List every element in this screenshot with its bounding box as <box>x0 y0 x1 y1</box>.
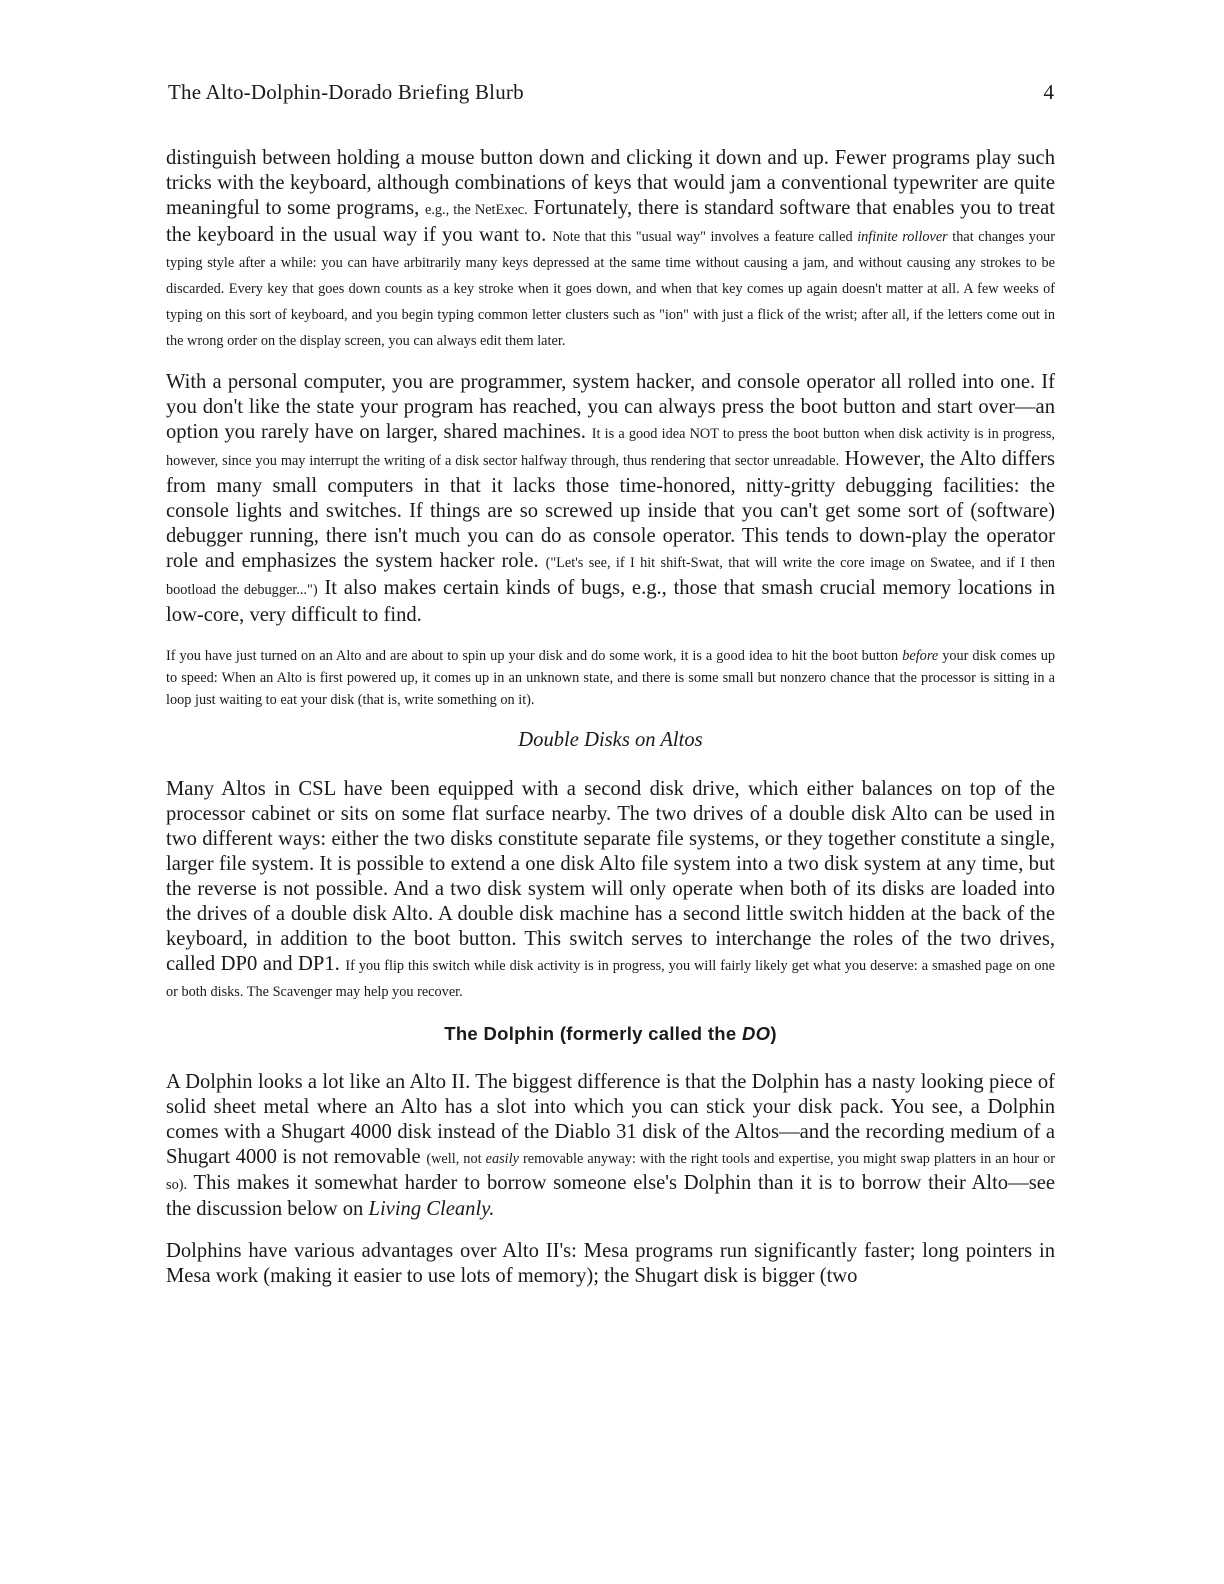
text-run-small: that changes your typing style after a while: you can have arbitrarily many keys depressed at the same time without causing a jam, and without causing any strokes to be discarded. Every key that goes down counts as a key stroke when it goes down, and when that key comes up again doesn't matter at all. A few weeks of typing on this sort of keyboard, and you begin typing common letter clusters such as "ion" with just a flick of the wrist; after all, if the letters come out in the wrong order on the display screen, you can always edit them later. <box>166 229 1056 349</box>
text-run: Fortunately, there is standard software that enables you to treat the keyboard in the usual way if you want to. <box>166 197 1055 246</box>
text-run: With a personal computer, you are programmer, system hacker, and console operator all rolled into one. If you don't like the state your program has reached, you can always press the boot button and start over—an option you rarely have on larger, shared machines. <box>166 371 1055 443</box>
page-header <box>168 80 1054 110</box>
text-run: It also makes certain kinds of bugs, e.g., those that smash crucial memory locations in low-core, very difficult to find. <box>166 577 1056 626</box>
paragraph-personal-computer <box>166 370 1055 628</box>
text-run-small: removable anyway: with the right tools and expertise, you might swap platters in an hour or so). <box>166 1151 1055 1193</box>
paragraph-power-up-note <box>166 645 1055 711</box>
text-run-small: your disk comes up to speed: When an Alto is first powered up, it comes up in an unknown state, and there is some small but nonzero chance that the processor is sitting in a loop just waiting to eat your disk (that is, write something on it). <box>166 648 1056 708</box>
text-run-small: (well, not <box>426 1151 482 1167</box>
emphasis-living-cleanly: Living Cleanly. <box>368 1198 495 1220</box>
text-run-small: If you have just turned on an Alto and are about to spin up your disk and do some work, it is a good idea to hit the boot button <box>166 648 899 664</box>
emphasis-infinite-rollover: infinite rollover <box>857 229 948 245</box>
page-content <box>166 146 1055 1289</box>
emphasis-before: before <box>902 648 939 664</box>
text-run: However, the Alto differs from many small computers in that it lacks those time-honored, nitty-gritty debugging facilities: the console lights and switches. If things are so screwed up inside that you can't get some sort of (software) debugger running, there isn't much you can do as console operator. This tends to down-play the operator role and emphasizes the system hacker role. <box>166 448 1055 572</box>
aside-shift-swat: ("Let's see, if I hit shift-Swat, that will write the core image on Swatee, and if I then bootload the debugger...") <box>166 555 1055 598</box>
text-run: A Dolphin looks a lot like an Alto II. The biggest difference is that the Dolphin has a nasty looking piece of solid sheet metal where an Alto has a slot into which you can stick your disk pack. You see, a Dolphin comes with a Shugart 4000 disk instead of the Diablo 31 disk of the Altos—and the recording medium of a Shugart 4000 is not removable <box>166 1071 1055 1168</box>
paragraph-dolphin-advantages <box>166 1239 1055 1289</box>
aside-boot-button: It is a good idea NOT to press the boot button when disk activity is in progress, however, since you may interrupt the writing of a disk sector halfway through, thus rendering that sector unreadable. <box>166 426 1055 469</box>
aside-flip-switch: If you flip this switch while disk activity is in progress, you will fairly likely get what you deserve: a smashed page on one or both disks. The Scavenger may help you recover. <box>166 958 1055 1000</box>
text-run: Dolphins have various advantages over Alto II's: Mesa programs run significantly faster; long pointers in Mesa work (making it easier to use lots of memory); the Shugart disk is bigger (two <box>166 1240 1055 1287</box>
emphasis-easily: easily <box>485 1151 519 1167</box>
paragraph-keyboard <box>166 146 1055 353</box>
paragraph-dolphin-intro <box>166 1070 1055 1222</box>
text-run-small: Note that this "usual way" involves a feature called <box>552 229 853 245</box>
running-title: The Alto-Dolphin-Dorado Briefing Blurb <box>168 80 524 104</box>
heading-italic-do: DO <box>741 1023 771 1044</box>
text-run: distinguish between holding a mouse button down and clicking it down and up. Fewer programs play such tricks with the keyboard, although combinations of keys that would jam a conventional typewriter are quite meaningful to some programs, <box>166 147 1055 219</box>
section-heading-dolphin <box>166 1021 1055 1046</box>
text-run: This makes it somewhat harder to borrow someone else's Dolphin than it is to borrow their Alto—see the discussion below on <box>166 1172 1055 1220</box>
heading-text: The Dolphin (formerly called the <box>444 1023 737 1044</box>
text-run-small: e.g., the NetExec. <box>424 202 528 218</box>
aside-rollover <box>166 229 1055 349</box>
paragraph-double-disks <box>166 777 1055 1004</box>
heading-close-paren: ) <box>770 1023 777 1044</box>
page-number: 4 <box>1043 80 1054 104</box>
subheading-double-disks: Double Disks on Altos <box>518 729 703 751</box>
text-run: Many Altos in CSL have been equipped with a second disk drive, which either balances on top of the processor cabinet or sits on some flat surface nearby. The two drives of a double disk Alto can be used in two different ways: either the two disks constitute separate file systems, or they together constitute a single, larger file system. It is possible to extend a one disk Alto file system into a two disk system at any time, but the reverse is not possible. And a two disk system will only operate when both of its disks are loaded into the drives of a double disk Alto. A double disk machine has a second little switch hidden at the back of the keyboard, in addition to the boot button. This switch serves to interchange the roles of the two drives, called DP0 and DP1. <box>166 778 1055 975</box>
